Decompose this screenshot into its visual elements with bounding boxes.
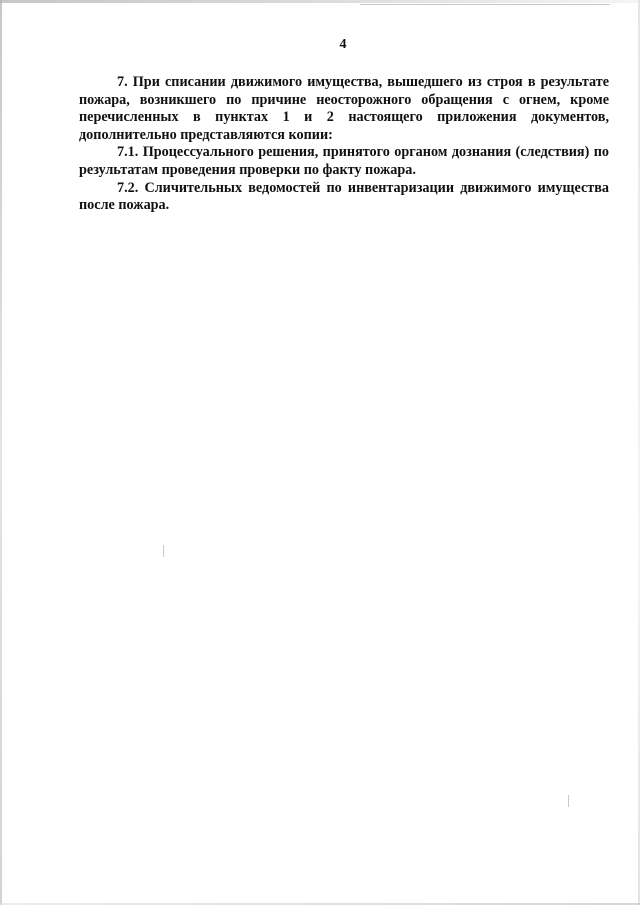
paragraph-7-2: 7.2. Сличительных ведомостей по инвентаризации движимого имущества после пожара. [79,179,609,214]
scan-edge-line [360,4,610,5]
document-body [79,74,609,215]
page-number: 4 [339,37,347,52]
scan-speck [163,545,164,557]
scan-speck [568,795,569,807]
paragraph-7-1: 7.1. Процессуального решения, принятого органом дознания (следствия) по результатам проведения проверки по факту пожара. [79,144,609,178]
paragraph-7: 7. При списании движимого имущества, вышедшего из строя в результате пожара, возникшего по причине неосторожного обращения с огнем, кроме перечисленных в пунктах 1 и 2 настоящего приложения документов, дополнительно представляются копии: [79,74,609,143]
scan-edge-top [0,0,640,3]
scan-edge-left [0,0,2,905]
